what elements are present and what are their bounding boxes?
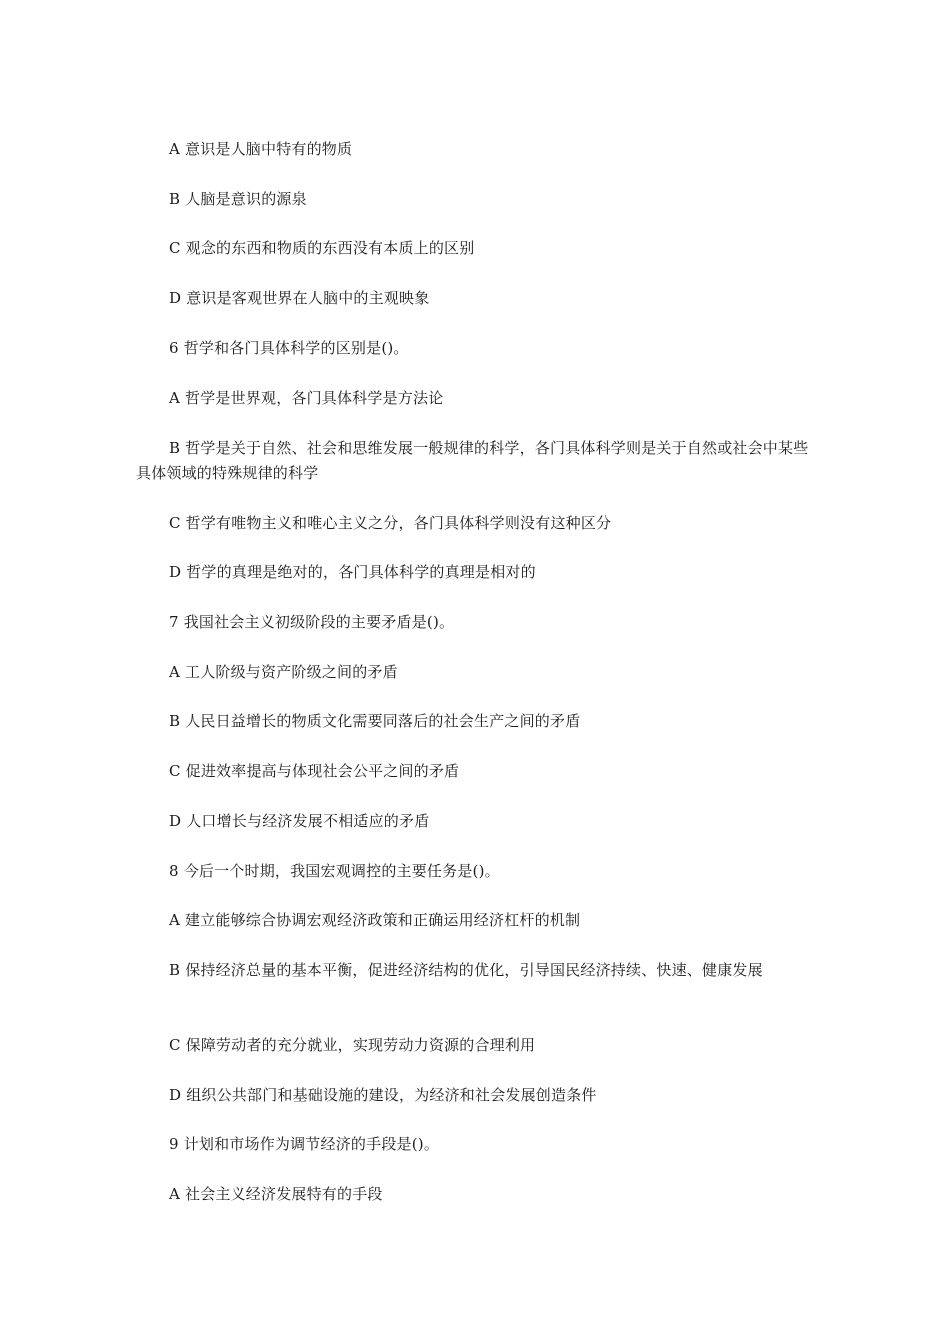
option-a-q5: A 意识是人脑中特有的物质 bbox=[169, 140, 353, 158]
question-6: 6 哲学和各门具体科学的区别是()。 bbox=[169, 339, 409, 357]
option-d-q5: D 意识是客观世界在人脑中的主观映象 bbox=[169, 289, 430, 307]
option-c-q7: C 促进效率提高与体现社会公平之间的矛盾 bbox=[169, 762, 460, 780]
option-a-q6: A 哲学是世界观，各门具体科学是方法论 bbox=[169, 389, 444, 407]
option-c-q8: C 保障劳动者的充分就业，实现劳动力资源的合理利用 bbox=[169, 1036, 536, 1054]
option-c-q5: C 观念的东西和物质的东西没有本质上的区别 bbox=[169, 239, 475, 257]
option-b-q7: B 人民日益增长的物质文化需要同落后的社会生产之间的矛盾 bbox=[169, 712, 581, 730]
option-c-q6: C 哲学有唯物主义和唯心主义之分，各门具体科学则没有这种区分 bbox=[169, 514, 612, 532]
option-a-q9: A 社会主义经济发展特有的手段 bbox=[169, 1185, 383, 1203]
question-8: 8 今后一个时期，我国宏观调控的主要任务是()。 bbox=[169, 862, 500, 880]
option-d-q6: D 哲学的真理是绝对的，各门具体科学的真理是相对的 bbox=[169, 563, 536, 581]
option-d-q8: D 组织公共部门和基础设施的建设，为经济和社会发展创造条件 bbox=[169, 1086, 597, 1104]
option-a-q7: A 工人阶级与资产阶级之间的矛盾 bbox=[169, 663, 398, 681]
option-a-q8: A 建立能够综合协调宏观经济政策和正确运用经济杠杆的机制 bbox=[169, 911, 581, 929]
question-7: 7 我国社会主义初级阶段的主要矛盾是()。 bbox=[169, 613, 455, 631]
question-9: 9 计划和市场作为调节经济的手段是()。 bbox=[169, 1135, 440, 1153]
option-b-q8: B 保持经济总量的基本平衡，促进经济结构的优化，引导国民经济持续、快速、健康发展 bbox=[169, 961, 763, 979]
option-b-q6: B 哲学是关于自然、社会和思维发展一般规律的科学，各门具体科学则是关于自然或社会中某些具体领域的特殊规律的科学 bbox=[136, 439, 809, 482]
option-d-q7: D 人口增长与经济发展不相适应的矛盾 bbox=[169, 812, 430, 830]
option-b-q5: B 人脑是意识的源泉 bbox=[169, 190, 307, 208]
